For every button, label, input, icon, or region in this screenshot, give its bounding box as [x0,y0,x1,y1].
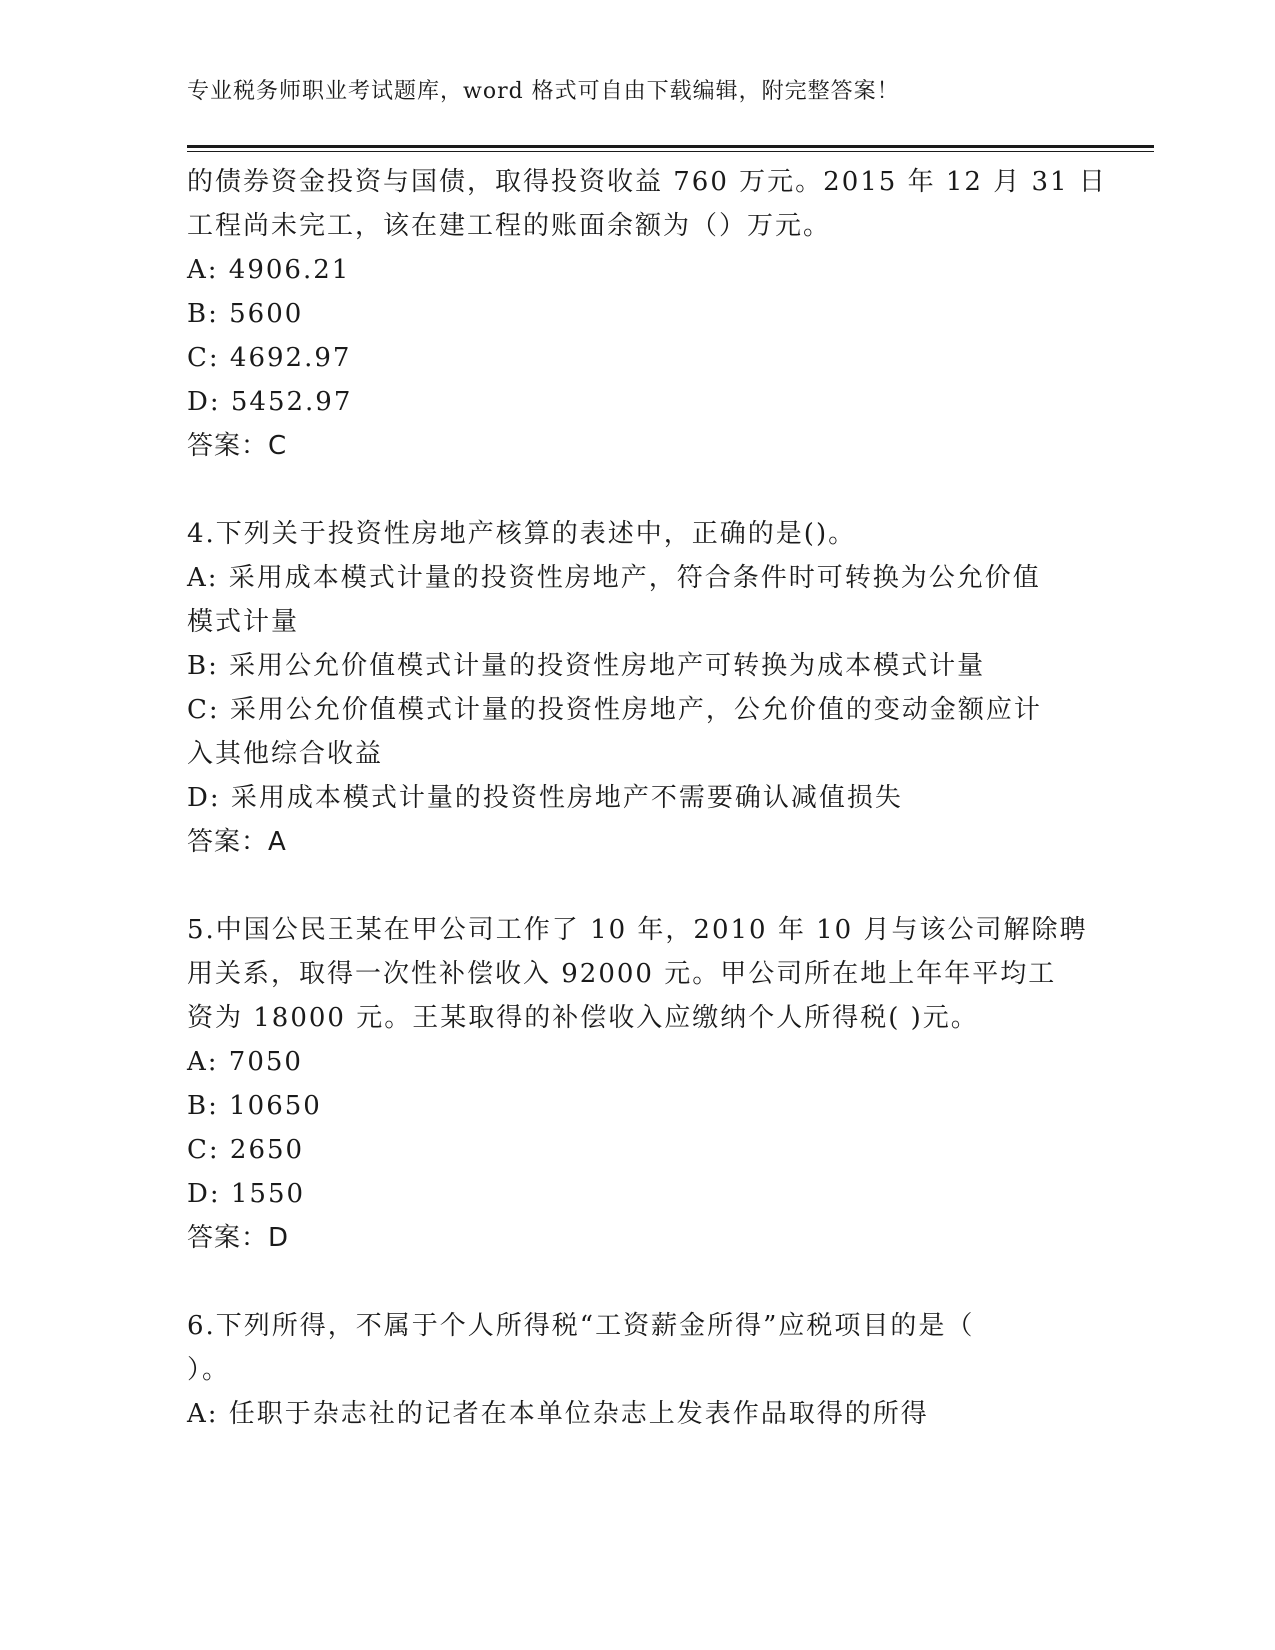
option-c: C: 采用公允价值模式计量的投资性房地产，公允价值的变动金额应计 [187,695,1042,725]
option-a: A: 4906.21 [187,255,351,285]
question-5 [187,908,1087,1260]
question-text-line: 5.中国公民王某在甲公司工作了 10 年，2010 年 10 月与该公司解除聘 [187,915,1088,945]
option-b: B: 5600 [187,299,304,329]
answer-line: 答案：C [187,431,288,461]
option-b: B: 10650 [187,1091,322,1121]
option-c: C: 2650 [187,1135,305,1165]
option-b: B: 采用公允价值模式计量的投资性房地产可转换为成本模式计量 [187,651,986,681]
option-d: D: 1550 [187,1179,306,1209]
question-content [187,160,1107,1436]
header-rule-thin [187,151,1154,152]
option-d: D: 5452.97 [187,387,353,417]
question-6 [187,1304,1087,1436]
spacer [187,468,1087,512]
question-text-line: 4.下列关于投资性房地产核算的表述中，正确的是()。 [187,519,857,549]
question-text-line: 6.下列所得，不属于个人所得税“工资薪金所得”应税项目的是（ [187,1311,975,1341]
question-text-line: 资为 18000 元。王某取得的补偿收入应缴纳个人所得税( )元。 [187,1003,979,1033]
answer-line: 答案：A [187,827,287,857]
option-a-continued: 模式计量 [187,607,300,637]
option-a: A: 采用成本模式计量的投资性房地产，符合条件时可转换为公允价值 [187,563,1041,593]
page-header: 专业税务师职业考试题库，word 格式可自由下载编辑，附完整答案！ [187,79,900,104]
question-text-line: ）。 [187,1355,231,1385]
spacer [187,864,1087,908]
answer-line: 答案：D [187,1223,290,1253]
question-text-line: 用关系，取得一次性补偿收入 92000 元。甲公司所在地上年年平均工 [187,959,1057,989]
question-4 [187,512,1087,864]
header-rule-thick [187,145,1154,148]
option-d: D: 采用成本模式计量的投资性房地产不需要确认减值损失 [187,783,903,813]
question-3 [187,160,1107,468]
option-c: C: 4692.97 [187,343,352,373]
option-a: A: 任职于杂志社的记者在本单位杂志上发表作品取得的所得 [187,1399,929,1429]
option-c-continued: 入其他综合收益 [187,739,384,769]
question-text-line: 的债券资金投资与国债，取得投资收益 760 万元。2015 年 12 月 31 日 [187,167,1107,197]
option-a: A: 7050 [187,1047,303,1077]
question-text-line: 工程尚未完工，该在建工程的账面余额为（）万元。 [187,211,832,241]
spacer [187,1260,1087,1304]
